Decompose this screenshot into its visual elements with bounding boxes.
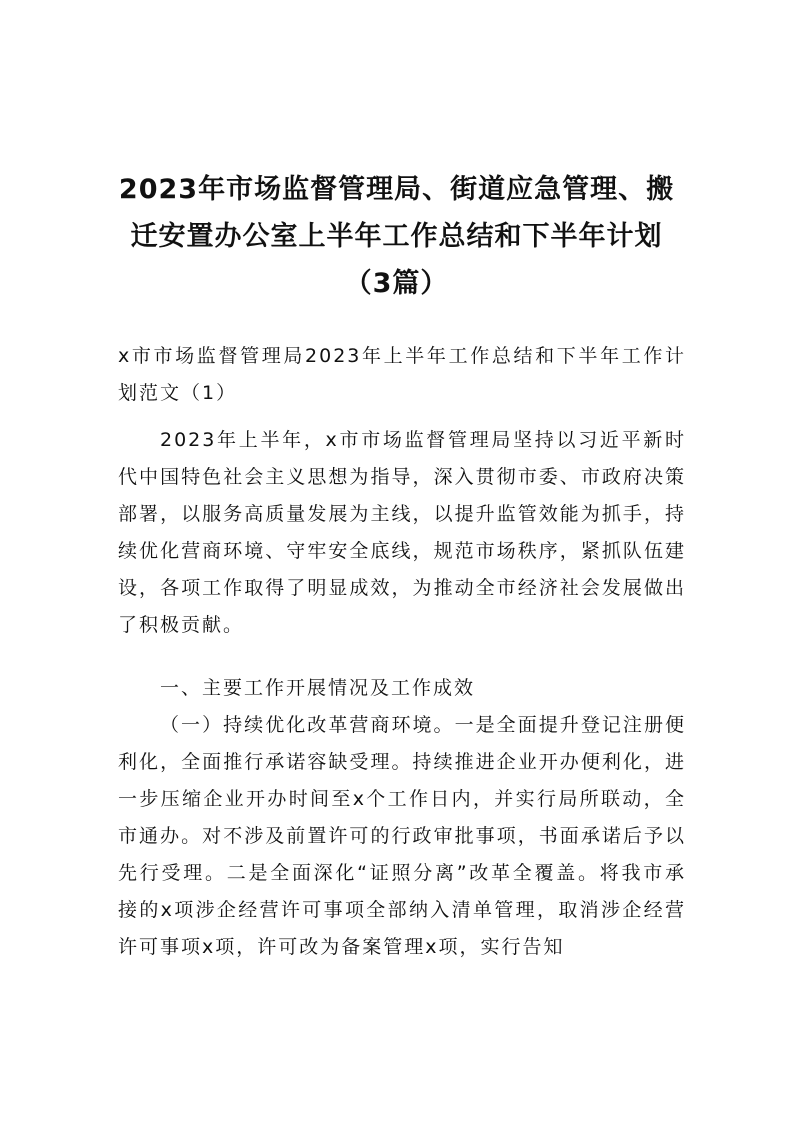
document-subtitle: x市市场监督管理局2023年上半年工作总结和下半年工作计划范文（1） bbox=[118, 345, 686, 404]
section-heading: 一、主要工作开展情况及工作成效 bbox=[160, 677, 476, 699]
intro-paragraph: 2023年上半年，x市市场监督管理局坚持以习近平新时代中国特色社会主义思想为指导，深入贯彻市委、市政府决策部署，以服务高质量发展为主线，以提升监管效能为抓手，持续优化营商环境、守牢安全底线，规范市场秩序，紧抓队伍建设，各项工作取得了明显成效，为推动全市经济社会发展做出了积极贡献。 bbox=[118, 429, 686, 636]
body-paragraph: （一）持续优化改革营商环境。一是全面提升登记注册便利化，全面推行承诺容缺受理。持续推进企业开办便利化，进一步压缩企业开办时间至x个工作日内，并实行局所联动，全市通办。对不涉及前置许可的行政审批事项，书面承诺后予以先行受理。二是全面深化“证照分离”改革全覆盖。将我市承接的x项涉企经营许可事项全部纳入清单管理，取消涉企经营许可事项x项，许可改为备案管理x项，实行告知 bbox=[118, 714, 686, 958]
document-title: 2023年市场监督管理局、街道应急管理、搬迁安置办公室上半年工作总结和下半年计划（3篇） bbox=[118, 174, 675, 299]
